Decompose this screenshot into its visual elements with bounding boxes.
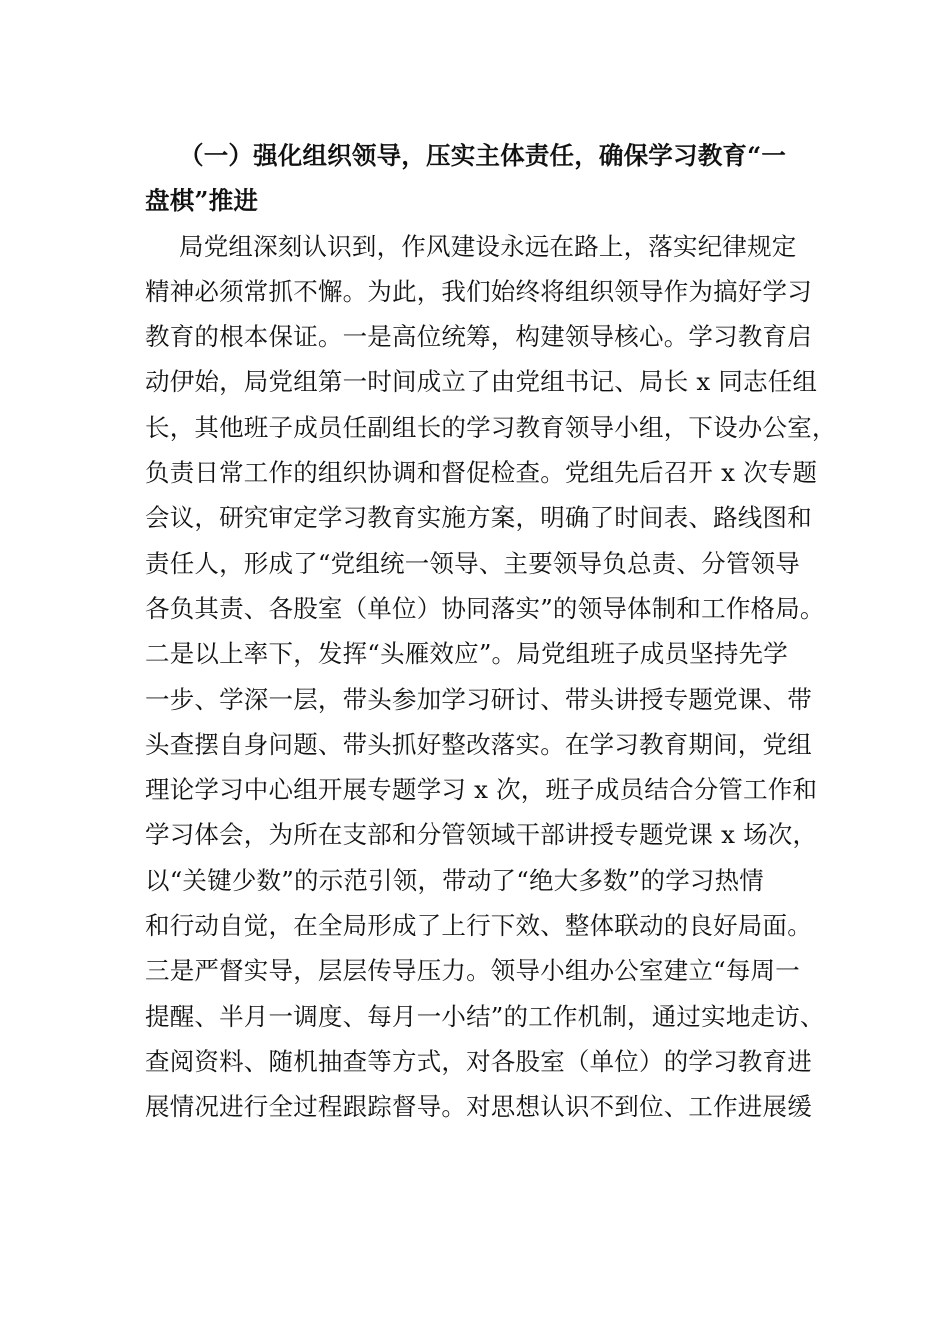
heading-line: 盘棋”推进: [145, 186, 259, 216]
paragraph-line: 二是以上率下，发挥“头雁效应”。局党组班子成员坚持先学: [145, 639, 788, 669]
paragraph-line: 学习体会，为所在支部和分管领域干部讲授专题党课 x 场次，: [145, 820, 818, 850]
heading-line: （一）强化组织领导，压实主体责任，确保学习教育“一: [179, 141, 787, 170]
paragraph-line: 查阅资料、随机抽查等方式，对各股室（单位）的学习教育进: [145, 1046, 812, 1076]
section-heading: [145, 133, 830, 224]
paragraph-line: 理论学习中心组开展专题学习 x 次，班子成员结合分管工作和: [145, 775, 818, 805]
paragraph-line: 一步、学深一层，带头参加学习研讨、带头讲授专题党课、带: [145, 684, 812, 714]
paragraph-line: 精神必须常抓不懈。为此，我们始终将组织领导作为搞好学习: [145, 276, 812, 306]
paragraph-line: 头查摆自身问题、带头抓好整改落实。在学习教育期间，党组: [145, 729, 812, 759]
body-paragraph: [145, 224, 837, 1130]
paragraph-line: 会议，研究审定学习教育实施方案，明确了时间表、路线图和: [145, 503, 812, 533]
paragraph-line: 负责日常工作的组织协调和督促检查。党组先后召开 x 次专题: [145, 458, 818, 488]
paragraph-line: 长，其他班子成员任副组长的学习教育领导小组，下设办公室，: [145, 412, 837, 442]
paragraph-line: 动伊始，局党组第一时间成立了由党组书记、局长 x 同志任组: [145, 367, 818, 397]
paragraph-line: 提醒、半月一调度、每月一小结”的工作机制，通过实地走访、: [145, 1001, 825, 1031]
paragraph-line: 局党组深刻认识到，作风建设永远在路上，落实纪律规定: [179, 231, 797, 261]
paragraph-line: 三是严督实导，层层传导压力。领导小组办公室建立“每周一: [145, 956, 800, 986]
paragraph-line: 以“关键少数”的示范引领，带动了“绝大多数”的学习热情: [145, 865, 764, 895]
paragraph-line: 各负其责、各股室（单位）协同落实”的领导体制和工作格局。: [145, 593, 825, 623]
paragraph-line: 展情况进行全过程跟踪督导。对思想认识不到位、工作进展缓: [145, 1092, 812, 1122]
document-text: [145, 133, 837, 1130]
paragraph-line: 责任人，形成了“党组统一领导、主要领导负总责、分管领导: [145, 548, 800, 578]
paragraph-line: 和行动自觉，在全局形成了上行下效、整体联动的良好局面。: [145, 911, 812, 941]
paragraph-line: 教育的根本保证。一是高位统筹，构建领导核心。学习教育启: [145, 322, 812, 352]
